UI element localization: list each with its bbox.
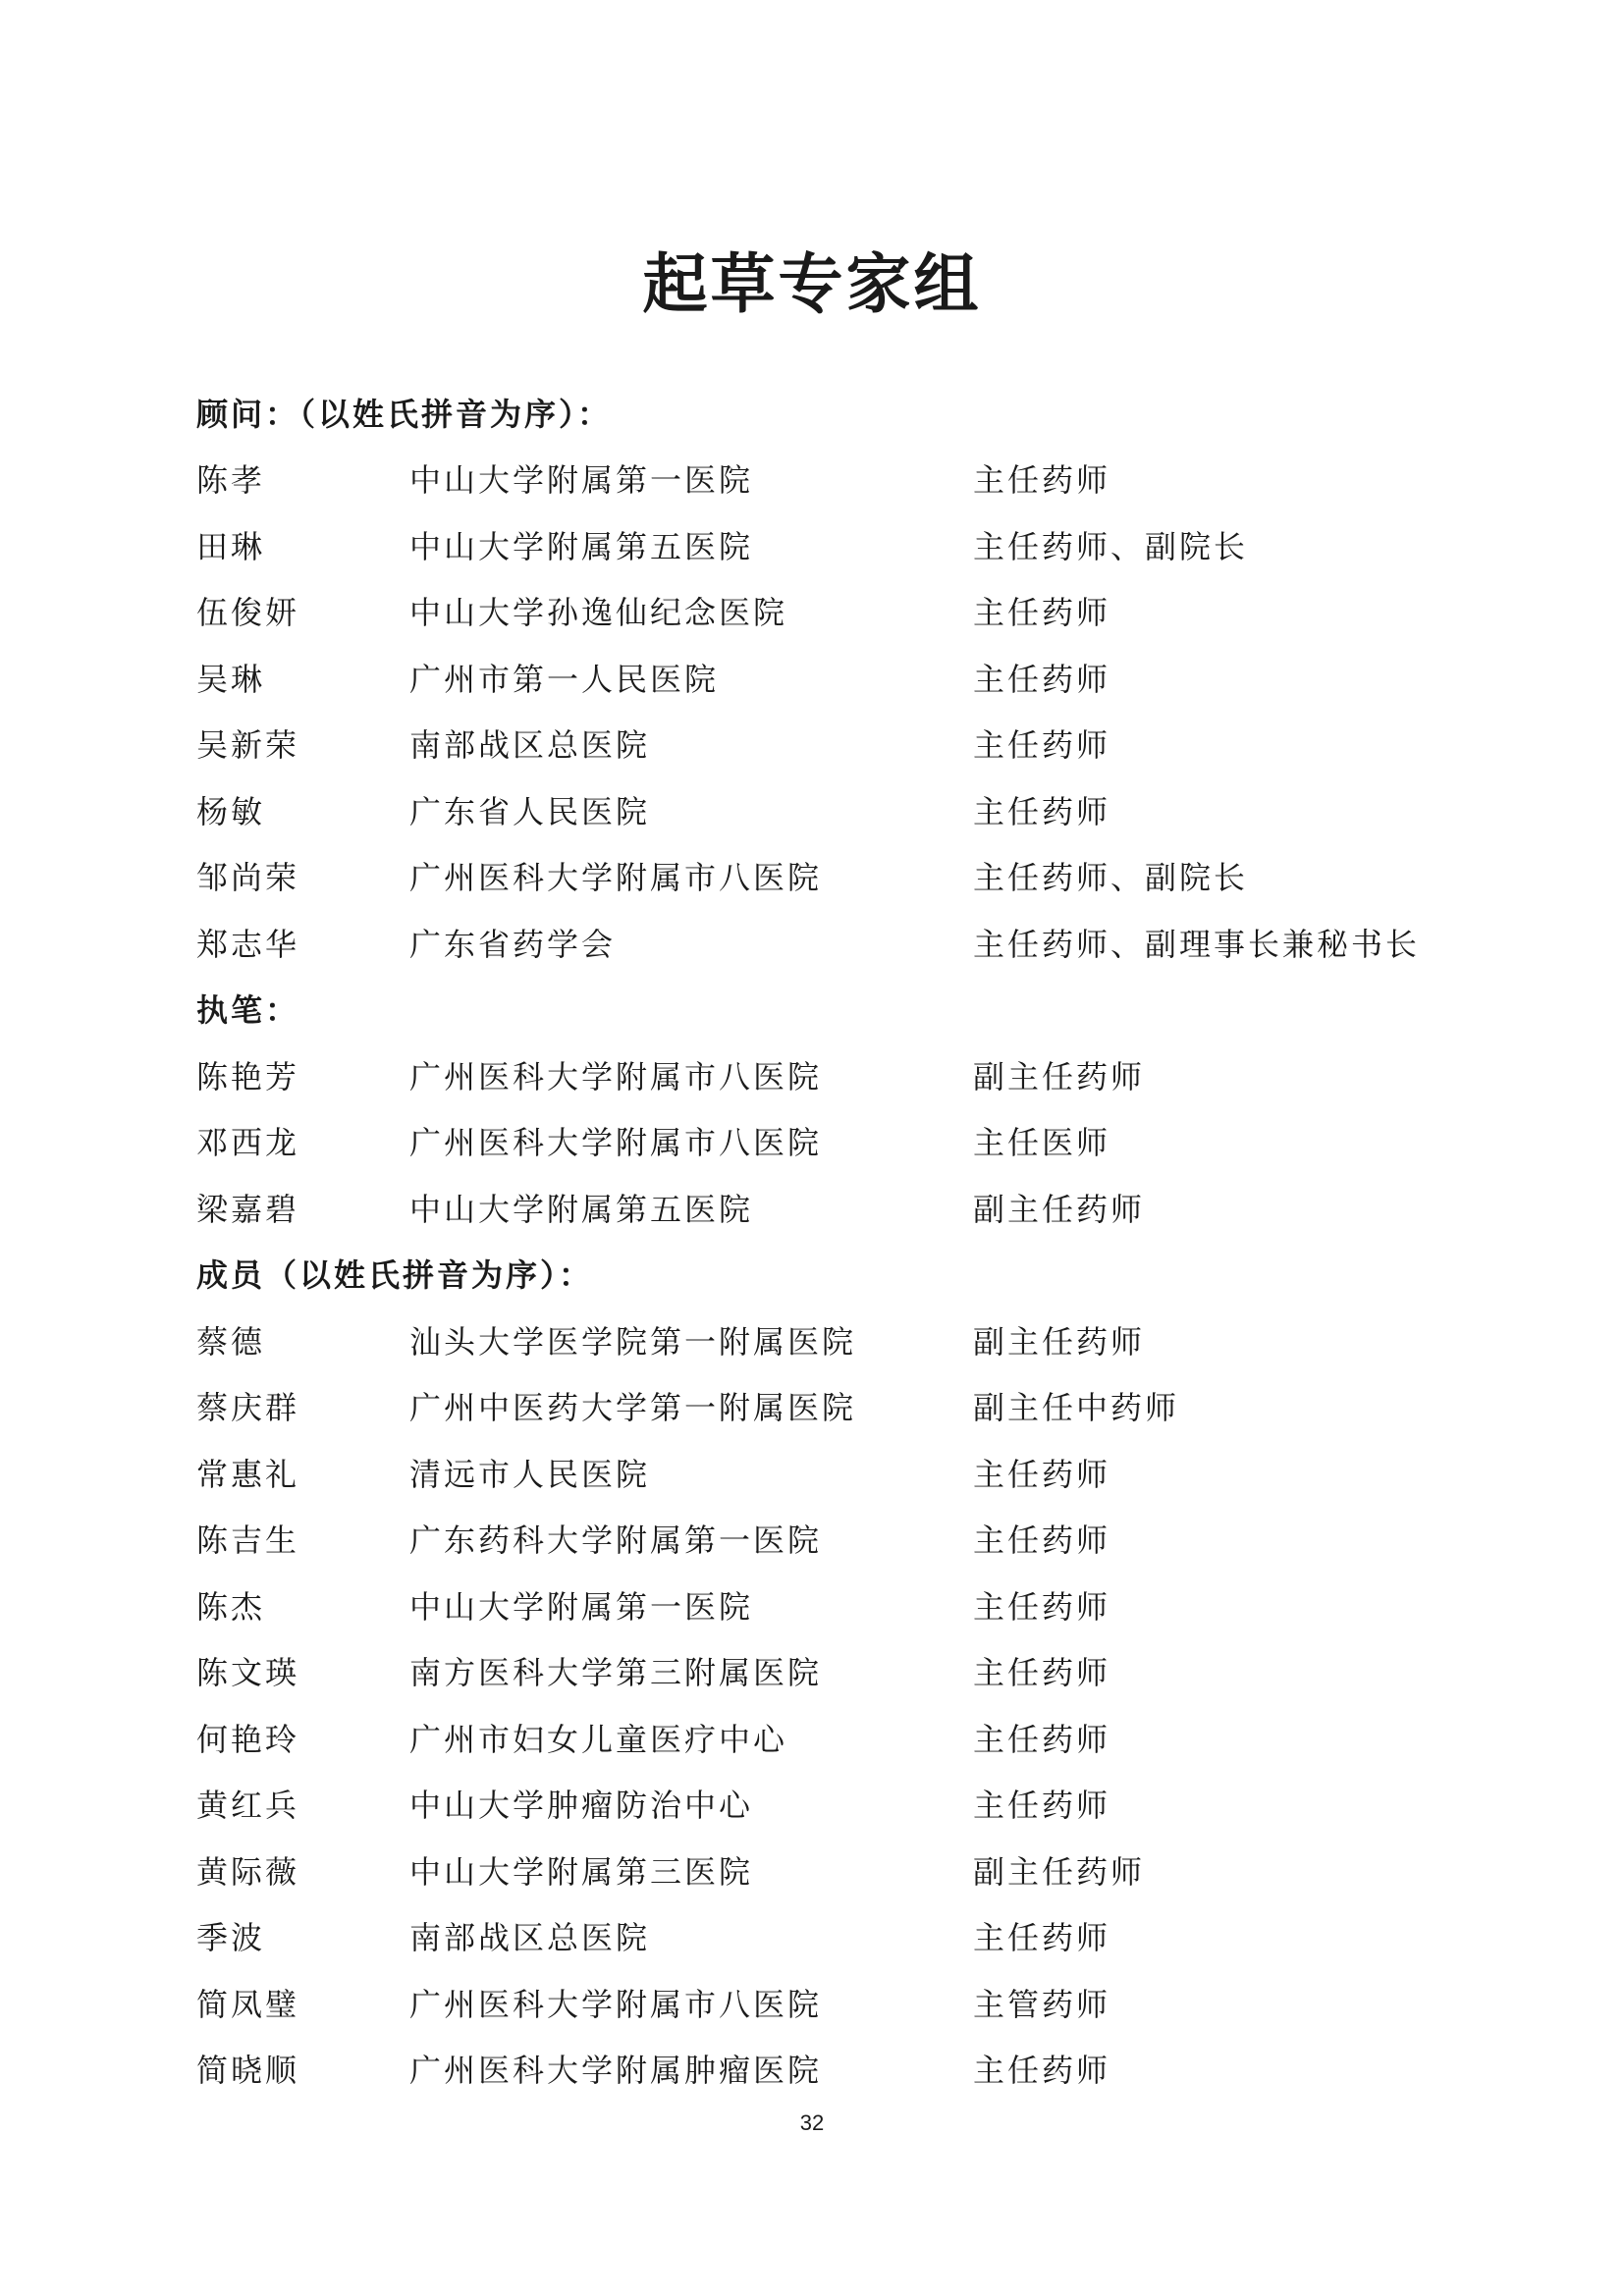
member-title: 主任药师 (973, 594, 1111, 632)
member-name: 简凤璧 (196, 1985, 300, 2023)
member-name: 吴琳 (196, 660, 266, 698)
member-row (196, 446, 1473, 512)
member-title: 主任药师 (973, 461, 1111, 500)
member-row (196, 1506, 1473, 1573)
member-name: 梁嘉碧 (196, 1190, 300, 1228)
member-title: 主任药师、副理事长兼秘书长 (973, 925, 1421, 963)
member-name: 田琳 (196, 527, 266, 565)
member-title: 副主任药师 (973, 1057, 1146, 1095)
member-title: 主任药师 (973, 660, 1111, 698)
member-row (196, 1108, 1473, 1175)
member-row (196, 909, 1473, 976)
member-row (196, 1041, 1473, 1108)
member-organization: 汕头大学医学院第一附属医院 (409, 1322, 857, 1361)
member-organization: 广州市妇女儿童医疗中心 (409, 1720, 788, 1758)
member-title: 主任药师 (973, 792, 1111, 830)
member-name: 郑志华 (196, 925, 300, 963)
member-organization: 广州中医药大学第一附属医院 (409, 1389, 857, 1427)
member-title: 主任药师 (973, 1787, 1111, 1825)
member-organization: 广州市第一人民医院 (409, 660, 720, 698)
page-number: 32 (799, 2110, 825, 2135)
member-row (196, 1439, 1473, 1506)
member-name: 陈杰 (196, 1587, 266, 1626)
member-title: 主管药师 (973, 1985, 1111, 2023)
member-row (196, 644, 1473, 711)
member-title: 主任医师 (973, 1124, 1111, 1162)
member-organization: 清远市人民医院 (409, 1455, 651, 1493)
member-organization: 中山大学附属第一医院 (409, 461, 754, 500)
member-row (196, 2036, 1473, 2103)
member-organization: 广东省药学会 (409, 925, 617, 963)
member-name: 伍俊妍 (196, 594, 300, 632)
member-organization: 广州医科大学附属肿瘤医院 (409, 2052, 823, 2090)
member-name: 黄红兵 (196, 1787, 300, 1825)
member-organization: 广东药科大学附属第一医院 (409, 1522, 823, 1560)
member-organization: 中山大学附属第五医院 (409, 527, 754, 565)
member-name: 蔡庆群 (196, 1389, 300, 1427)
section-heading-writers: 执笔： (196, 991, 300, 1030)
member-name: 陈孝 (196, 461, 266, 500)
page-title: 起草专家组 (642, 245, 982, 323)
member-organization: 广州医科大学附属市八医院 (409, 1124, 823, 1162)
member-organization: 南部战区总医院 (409, 726, 651, 765)
member-organization: 中山大学孙逸仙纪念医院 (409, 594, 788, 632)
member-row (196, 1704, 1473, 1771)
member-name: 邓西龙 (196, 1124, 300, 1162)
member-name: 邹尚荣 (196, 859, 300, 897)
member-row (196, 1837, 1473, 1903)
member-title: 副主任药师 (973, 1852, 1146, 1891)
member-row (196, 1771, 1473, 1838)
member-title: 主任药师 (973, 1720, 1111, 1758)
member-organization: 中山大学肿瘤防治中心 (409, 1787, 754, 1825)
member-organization: 南部战区总医院 (409, 1919, 651, 1957)
member-name: 陈艳芳 (196, 1057, 300, 1095)
member-name: 吴新荣 (196, 726, 300, 765)
member-row (196, 1307, 1473, 1373)
member-organization: 中山大学附属第一医院 (409, 1587, 754, 1626)
member-title: 副主任药师 (973, 1322, 1146, 1361)
member-title: 主任药师 (973, 2052, 1111, 2090)
member-title: 主任药师 (973, 1455, 1111, 1493)
member-name: 陈吉生 (196, 1522, 300, 1560)
expert-list (196, 379, 1473, 2102)
member-title: 主任药师 (973, 1654, 1111, 1692)
member-name: 黄际薇 (196, 1852, 300, 1891)
member-name: 杨敏 (196, 792, 266, 830)
member-row (196, 511, 1473, 578)
member-row (196, 1969, 1473, 2036)
member-row (196, 1638, 1473, 1705)
member-row (196, 711, 1473, 777)
member-organization: 广州医科大学附属市八医院 (409, 1985, 823, 2023)
member-name: 何艳玲 (196, 1720, 300, 1758)
member-name: 简晓顺 (196, 2052, 300, 2090)
member-title: 主任药师 (973, 1522, 1111, 1560)
member-row (196, 1373, 1473, 1440)
member-organization: 中山大学附属第三医院 (409, 1852, 754, 1891)
member-organization: 广州医科大学附属市八医院 (409, 859, 823, 897)
member-title: 副主任中药师 (973, 1389, 1180, 1427)
member-title: 主任药师、副院长 (973, 527, 1249, 565)
member-row (196, 1572, 1473, 1638)
member-name: 陈文瑛 (196, 1654, 300, 1692)
member-title: 主任药师、副院长 (973, 859, 1249, 897)
member-row (196, 843, 1473, 910)
member-organization: 广东省人民医院 (409, 792, 651, 830)
member-organization: 南方医科大学第三附属医院 (409, 1654, 823, 1692)
member-row (196, 1174, 1473, 1241)
member-organization: 广州医科大学附属市八医院 (409, 1057, 823, 1095)
member-row (196, 578, 1473, 645)
section-heading-members: 成员（以姓氏拼音为序）： (196, 1256, 594, 1295)
member-title: 主任药师 (973, 726, 1111, 765)
section-heading-advisors: 顾问：（以姓氏拼音为序）： (196, 395, 613, 433)
member-name: 常惠礼 (196, 1455, 300, 1493)
member-name: 季波 (196, 1919, 266, 1957)
member-organization: 中山大学附属第五医院 (409, 1190, 754, 1228)
member-title: 副主任药师 (973, 1190, 1146, 1228)
member-row (196, 1903, 1473, 1970)
member-row (196, 776, 1473, 843)
member-name: 蔡德 (196, 1322, 266, 1361)
member-title: 主任药师 (973, 1587, 1111, 1626)
member-title: 主任药师 (973, 1919, 1111, 1957)
